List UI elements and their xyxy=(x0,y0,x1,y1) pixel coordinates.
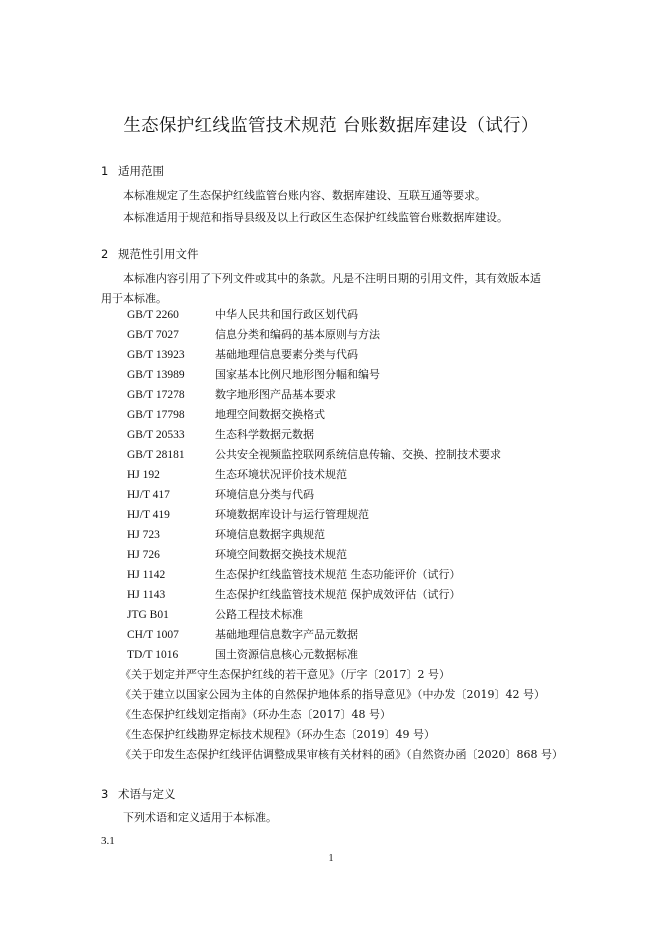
reference-item xyxy=(127,445,501,465)
section-2-heading xyxy=(101,246,199,262)
section-2-title: 规范性引用文件 xyxy=(118,247,199,261)
section-2-intro xyxy=(101,269,581,309)
reference-item xyxy=(127,525,501,545)
reference-code: HJ 1143 xyxy=(127,589,166,601)
section-1-paragraph-1-text: 本标准规定了生态保护红线监管台账内容、数据库建设、互联互通等要求。 xyxy=(123,189,486,202)
section-1-number: 1 xyxy=(101,164,109,178)
reference-item xyxy=(127,425,501,445)
section-2-intro-line-2: 用于本标准。 xyxy=(101,292,167,305)
reference-item xyxy=(127,365,501,385)
reference-code: GB/T 7027 xyxy=(127,329,179,341)
reference-name: 环境数据库设计与运行管理规范 xyxy=(215,508,369,521)
reference-item xyxy=(127,545,501,565)
reference-name: 环境信息数据字典规范 xyxy=(215,528,325,541)
section-3-title: 术语与定义 xyxy=(118,787,176,801)
reference-item xyxy=(127,345,501,365)
reference-name: 中华人民共和国行政区划代码 xyxy=(215,308,358,321)
reference-name: 生态科学数据元数据 xyxy=(215,428,314,441)
reference-name: 信息分类和编码的基本原则与方法 xyxy=(215,328,380,341)
reference-code: HJ/T 419 xyxy=(127,509,170,521)
reference-item xyxy=(127,385,501,405)
policy-document-item: 《关于划定并严守生态保护红线的若干意见》（厅字〔2017〕2 号） xyxy=(120,668,450,681)
section-1-paragraph-2 xyxy=(101,208,581,228)
reference-item xyxy=(127,305,501,325)
reference-name: 生态保护红线监管技术规范 保护成效评估（试行） xyxy=(215,588,461,601)
reference-code: GB/T 13923 xyxy=(127,349,185,361)
reference-code: HJ 723 xyxy=(127,529,160,541)
reference-code: HJ 1142 xyxy=(127,569,166,581)
reference-name: 基础地理信息要素分类与代码 xyxy=(215,348,358,361)
reference-item xyxy=(127,585,501,605)
reference-name: 生态环境状况评价技术规范 xyxy=(215,468,347,481)
policy-document-item: 《生态保护红线划定指南》（环办生态〔2017〕48 号） xyxy=(120,708,391,721)
reference-code: GB/T 28181 xyxy=(127,449,185,461)
reference-item xyxy=(127,465,501,485)
reference-name: 地理空间数据交换格式 xyxy=(215,408,325,421)
reference-item xyxy=(127,605,501,625)
reference-name: 国家基本比例尺地形图分幅和编号 xyxy=(215,368,380,381)
reference-code: GB/T 17798 xyxy=(127,409,185,421)
policy-documents-list xyxy=(120,665,563,765)
reference-code: HJ 192 xyxy=(127,469,160,481)
section-1-paragraph-2-text: 本标准适用于规范和指导县级及以上行政区生态保护红线监管台账数据库建设。 xyxy=(123,211,508,224)
reference-name: 数字地形图产品基本要求 xyxy=(215,388,336,401)
reference-name: 国土资源信息核心元数据标准 xyxy=(215,648,358,661)
section-2-intro-line-1: 本标准内容引用了下列文件或其中的条款。凡是不注明日期的引用文件，其有效版本适 xyxy=(123,272,541,285)
document-title: 生态保护红线监管技术规范 台账数据库建设（试行） xyxy=(123,116,539,136)
reference-item xyxy=(127,485,501,505)
reference-code: TD/T 1016 xyxy=(127,649,179,661)
reference-code: GB/T 13989 xyxy=(127,369,185,381)
section-3-heading xyxy=(101,786,176,802)
page-number: 1 xyxy=(328,853,334,864)
reference-code: GB/T 17278 xyxy=(127,389,185,401)
reference-code: GB/T 2260 xyxy=(127,309,179,321)
section-2-number: 2 xyxy=(101,247,109,261)
section-1-title: 适用范围 xyxy=(118,164,164,178)
reference-item xyxy=(127,325,501,345)
reference-name: 环境信息分类与代码 xyxy=(215,488,314,501)
reference-name: 基础地理信息数字产品元数据 xyxy=(215,628,358,641)
reference-name: 公路工程技术标准 xyxy=(215,608,303,621)
reference-item xyxy=(127,405,501,425)
reference-code: CH/T 1007 xyxy=(127,629,179,641)
reference-code: HJ 726 xyxy=(127,549,160,561)
section-3-paragraph-1-text: 下列术语和定义适用于本标准。 xyxy=(123,811,277,824)
reference-item xyxy=(127,645,501,665)
reference-item xyxy=(127,565,501,585)
policy-document-item: 《生态保护红线勘界定标技术规程》（环办生态〔2019〕49 号） xyxy=(120,728,435,741)
reference-name: 环境空间数据交换技术规范 xyxy=(215,548,347,561)
policy-document-item: 《关于印发生态保护红线评估调整成果审核有关材料的函》（自然资办函〔2020〕868 号） xyxy=(120,748,563,761)
section-1-heading xyxy=(101,163,164,179)
reference-code: JTG B01 xyxy=(127,609,169,621)
reference-item xyxy=(127,625,501,645)
reference-name: 公共安全视频监控联网系统信息传输、交换、控制技术要求 xyxy=(215,448,501,461)
section-1-paragraph-1 xyxy=(101,186,581,206)
normative-references-list xyxy=(127,305,501,665)
reference-name: 生态保护红线监管技术规范 生态功能评价（试行） xyxy=(215,568,461,581)
reference-item xyxy=(127,505,501,525)
reference-code: HJ/T 417 xyxy=(127,489,170,501)
policy-document-item: 《关于建立以国家公园为主体的自然保护地体系的指导意见》（中办发〔2019〕42 号） xyxy=(120,688,545,701)
section-3-paragraph-1 xyxy=(101,808,581,828)
section-3-number: 3 xyxy=(101,787,109,801)
reference-code: GB/T 20533 xyxy=(127,429,185,441)
subclause-3-1: 3.1 xyxy=(101,835,115,847)
